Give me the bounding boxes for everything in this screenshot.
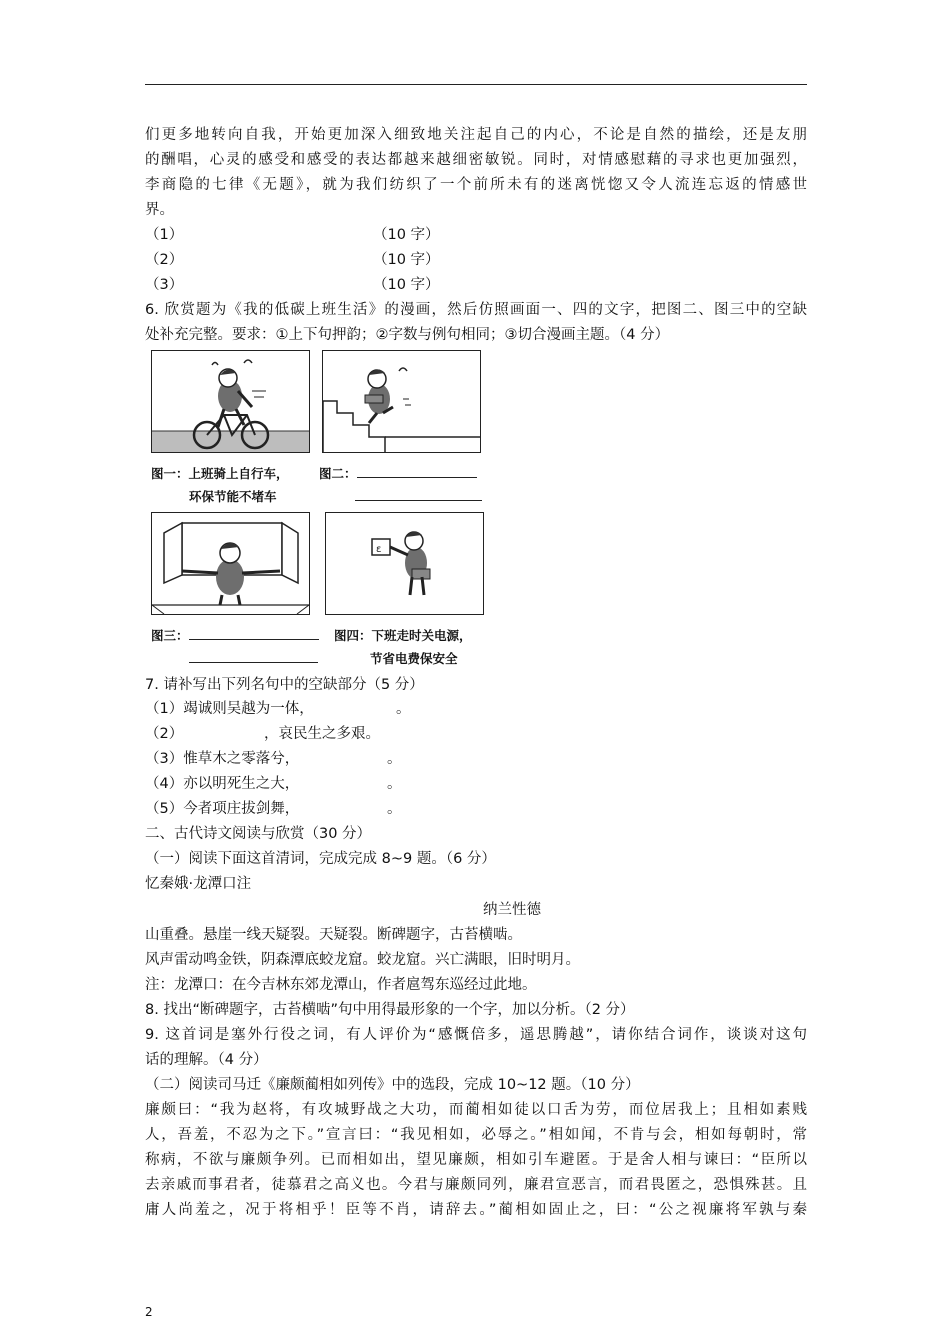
caption-panel-1-b: 环保节能不堵车 [189,489,277,504]
answer-3-hint: （10 字） [373,277,440,293]
window-illustration [152,513,309,614]
q7-item-4-end: 。 [387,776,402,792]
comic-panel-window [151,512,310,615]
caption-panel-3 [151,626,319,646]
caption-panel-4-b: 节省电费保安全 [370,651,458,666]
passage-line-2: 人，吾羞，不忍为之下。”宣言曰：“我见相如，必辱之。”相如闻，不肯与会，相如每朝时，常 [145,1127,807,1143]
switch-illustration [326,513,483,614]
passage-line-4: 去亲戚而事君者，徒慕君之高义也。今君与廉颇同列，廉君宣恶言，而君畏匿之，恐惧殊甚。且 [145,1177,807,1193]
passage-line-5: 庸人尚羞之，况于将相乎！臣等不肖，请辞去。”蔺相如固止之，曰：“公之视廉将军孰与秦 [145,1202,807,1218]
section-2-part-2-intro: （二）阅读司马迁《廉颇蔺相如列传》中的选段，完成 10~12 题。（10 分） [145,1077,640,1093]
caption-panel-2 [319,464,477,484]
q7-item-2-num: （2） [145,726,184,742]
poem-note: 注：龙潭口：在今吉林东郊龙潭山，作者扈驾东巡经过此地。 [145,977,537,993]
intro-line-3: 李商隐的七律《无题》，就为我们纺织了一个前所未有的迷离恍惚又令人流连忘返的情感世 [145,177,807,193]
q6-line-2: 处补充完整。要求：①上下句押韵；②字数与例句相同；③切合漫画主题。（4 分） [145,327,670,343]
caption-2-blank-row [355,487,482,507]
poem-line-1: 山重叠。悬崖一线天疑裂。天疑裂。断碑题字，古苔横啮。 [145,927,522,943]
passage-line-1: 廉颇曰：“我为赵将，有攻城野战之大功，而蔺相如徒以口舌为劳，而位居我上；且相如素贱 [145,1102,807,1118]
section-2-part-1-intro: （一）阅读下面这首清词，完成完成 8~9 题。（6 分） [145,851,496,867]
caption-3-blank-row [189,649,318,669]
comic-panel-bicycle [151,350,310,453]
comic-panel-switch [325,512,484,615]
answer-1-hint: （10 字） [373,227,440,243]
q7-item-5-text: （5）今者项庄拔剑舞， [145,801,300,817]
poem-line-2: 风声雷动鸣金铁，阴森潭底蛟龙窟。蛟龙窟。兴亡满眼，旧时明月。 [145,952,580,968]
caption-panel-1-a: 图一：上班骑上自行车， [151,466,289,481]
q8: 8. 找出“断碑题字，古苔横啮”句中用得最形象的一个字，加以分析。（2 分） [145,1002,635,1018]
q7-item-1-text: （1）竭诚则吴越为一体， [145,701,314,717]
q7-item-3-end: 。 [387,751,402,767]
answer-1-number: （1） [145,227,184,243]
answer-2-number: （2） [145,252,184,268]
caption-panel-2-label: 图二： [319,466,357,481]
answer-2-hint: （10 字） [373,252,440,268]
caption-3-blank-1 [189,627,319,640]
caption-panel-3-label: 图三： [151,628,189,643]
section-2-title: 二、古代诗文阅读与欣赏（30 分） [145,826,372,842]
caption-2-blank-1 [357,465,477,478]
intro-line-2: 的酬唱，心灵的感受和感受的表达都越来越细密敏锐。同时，对情感慰藉的寻求也更加强烈， [145,152,807,168]
cyclist-illustration [152,351,309,452]
caption-3-blank-2 [189,650,318,663]
q6-line-1: 6. 欣赏题为《我的低碳上班生活》的漫画，然后仿照画面一、四的文字，把图二、图三中的空缺 [145,302,807,318]
header-rule [145,84,807,85]
poem-author: 纳兰性德 [483,902,541,918]
caption-panel-4-a: 图四：下班走时关电源， [334,628,472,643]
stairs-illustration [323,351,480,452]
q9-line-1: 9. 这首词是塞外行役之词，有人评价为“感慨倍多，遥思腾越”，请你结合词作，谈谈对这句 [145,1027,807,1043]
q7-item-1-end: 。 [396,701,411,717]
q9-line-2: 话的理解。（4 分） [145,1052,268,1068]
intro-line-4: 界。 [145,202,174,218]
caption-2-blank-2 [355,488,482,501]
svg-text:ɛ: ɛ [376,544,382,555]
intro-line-1: 们更多地转向自我，开始更加深入细致地关注起自己的内心，不论是自然的描绘，还是友朋 [145,127,807,143]
q7-item-4-text: （4）亦以明死生之大， [145,776,300,792]
answer-3-number: （3） [145,277,184,293]
passage-line-3: 称病，不欲与廉颇争列。已而相如出，望见廉颇，相如引车避匿。于是舍人相与谏曰：“臣所以 [145,1152,807,1168]
poem-title: 忆秦娥·龙潭口注 [145,876,252,892]
q7-item-2-text: ，哀民生之多艰。 [264,726,380,742]
page-number: 2 [145,1305,153,1319]
q7-item-3-text: （3）惟草木之零落兮， [145,751,300,767]
q7-title: 7. 请补写出下列名句中的空缺部分（5 分） [145,677,424,693]
q7-item-5-end: 。 [387,801,402,817]
comic-panel-stairs [322,350,481,453]
